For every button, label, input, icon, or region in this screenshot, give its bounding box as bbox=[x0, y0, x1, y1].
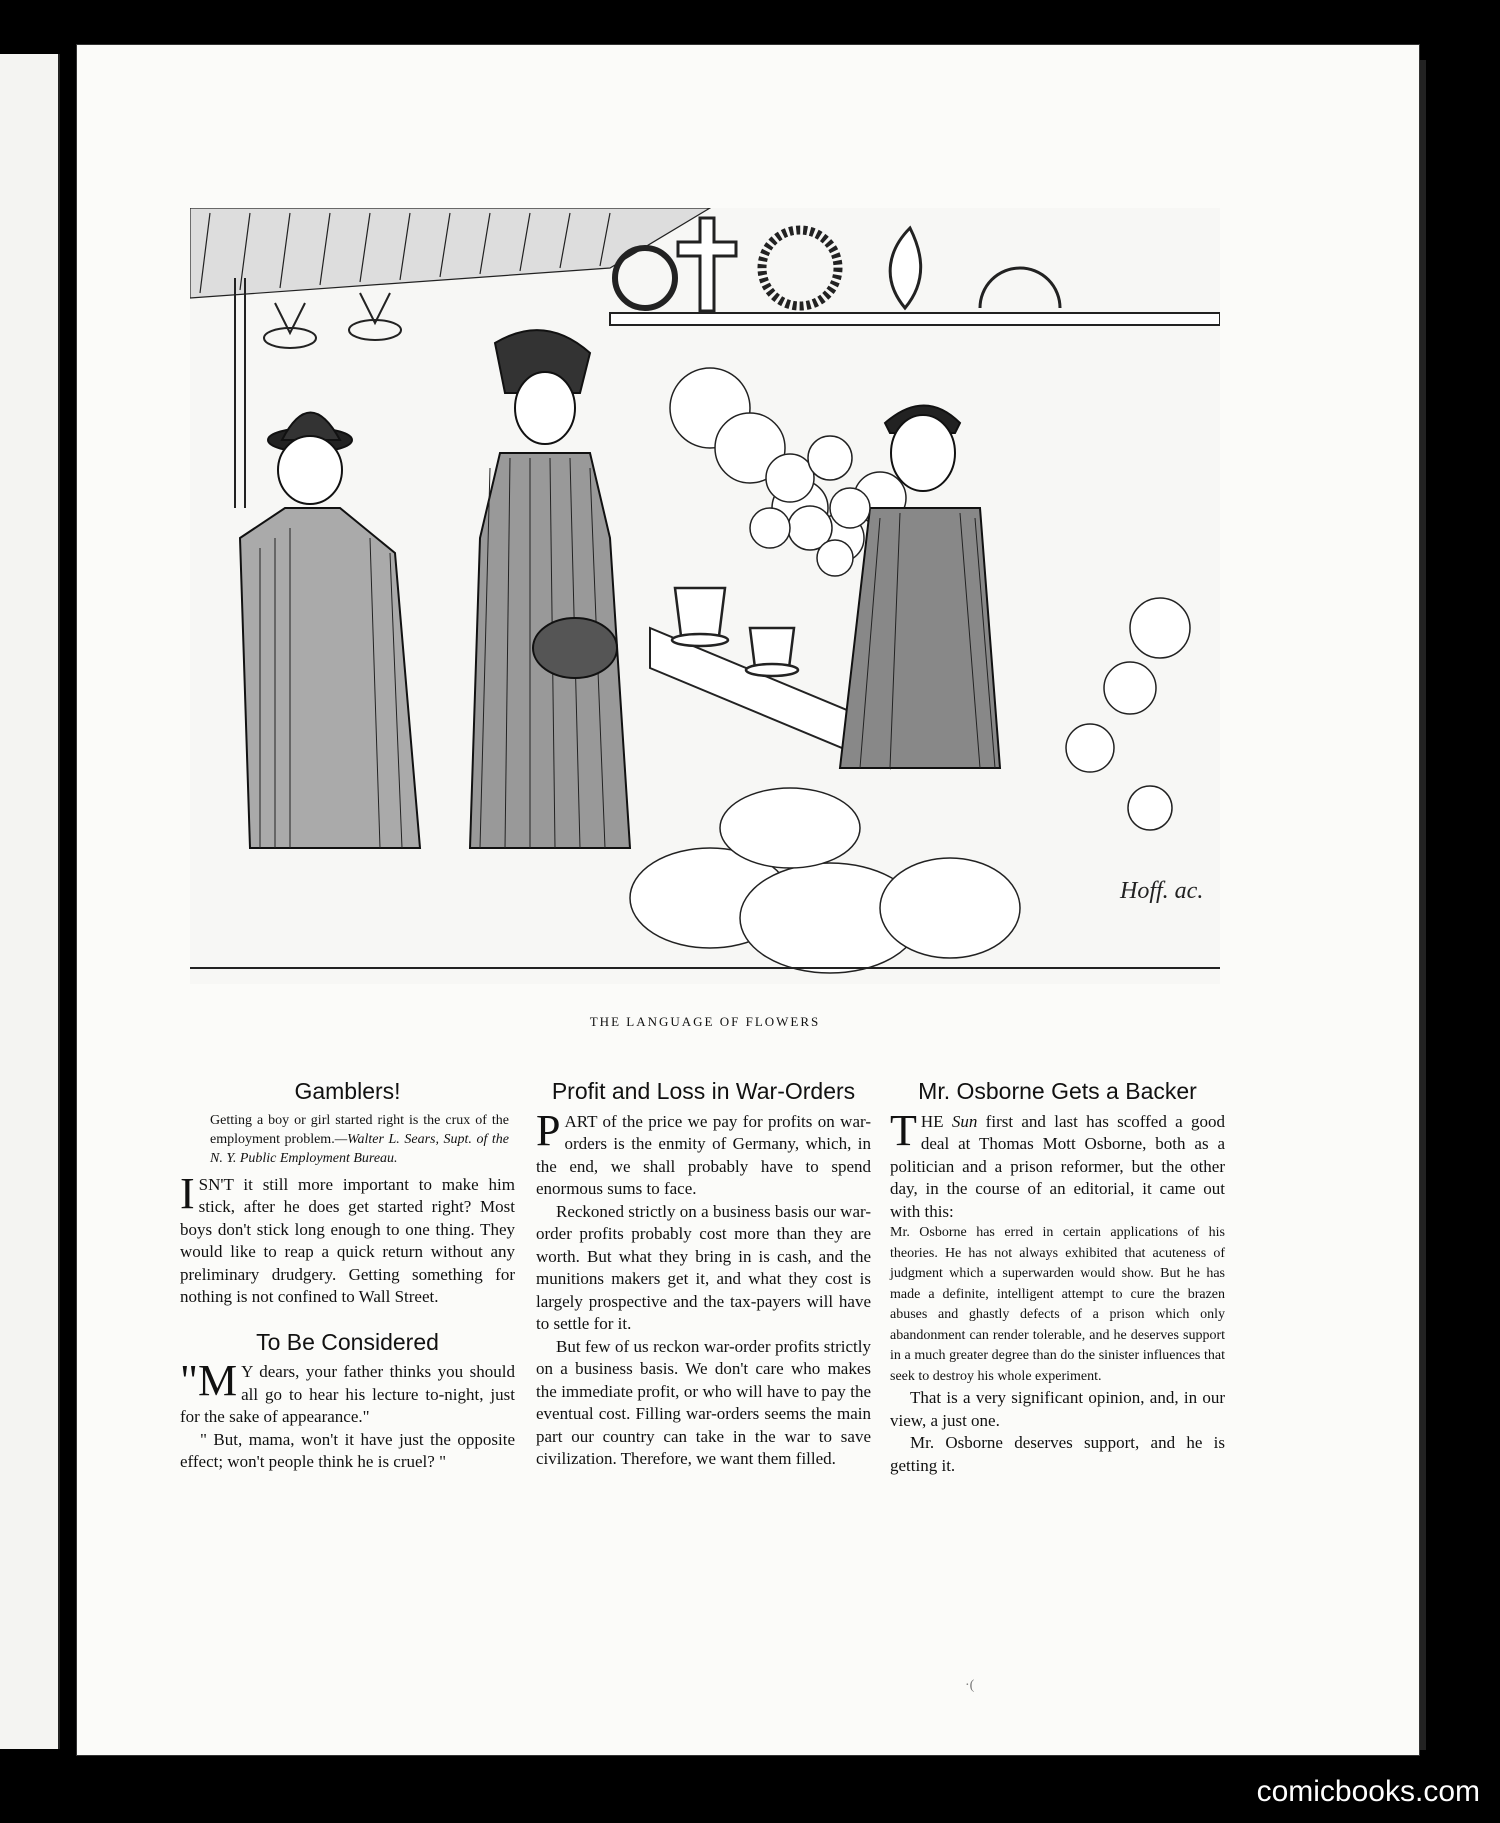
site-watermark: comicbooks.com bbox=[1256, 1775, 1480, 1808]
paragraph-text: SN'T it still more important to make him stick, after he does get started right? Most boys don't stick long enough to one thing. They would like to reap a quick return without any preliminary drudgery. Getting something for nothing is not confined to Wall Street. bbox=[180, 1174, 515, 1306]
artist-signature: Hoff. ac. bbox=[1120, 878, 1204, 904]
paragraph-reply: " But, mama, won't it have just the opposite effect; won't people think he is cruel? " bbox=[180, 1429, 515, 1471]
paragraph-to-be-considered bbox=[180, 1356, 515, 1429]
heading-war-orders: Profit and Loss in War-Orders bbox=[551, 1078, 856, 1104]
epigraph-source: —Walter L. Sears, Supt. of the N. Y. Public Employment Bureau. bbox=[210, 1131, 509, 1166]
page-folio: ·( bbox=[965, 1678, 975, 1693]
column-gamblers bbox=[180, 1080, 515, 1474]
paragraph-war-orders-3: But few of us reckon war-order profits strictly on a business basis. We don't care who makes the immediate profit, or who will have to pay the eventual cost. Filling war-orders seems the main part our country can take in the war to save civilization. Therefore, we want them filled. bbox=[536, 1336, 871, 1468]
language-of-flowers-illustration bbox=[190, 208, 1220, 984]
paragraph-text: ART of the price we pay for profits on war-orders is the enmity of Germany, which, in the end, we shall probably have to spend enormous sums to face. bbox=[536, 1111, 871, 1198]
drop-cap: T bbox=[890, 1105, 917, 1155]
paragraph-osborne-3: Mr. Osborne deserves support, and he is getting it. bbox=[890, 1433, 1225, 1475]
paragraph-osborne-1 bbox=[890, 1105, 1226, 1224]
column-war-orders bbox=[536, 1080, 871, 1471]
paragraph-osborne-2: That is a very significant opinion, and, in our view, a just one. bbox=[890, 1388, 1225, 1430]
paragraph-text: HE bbox=[920, 1111, 952, 1131]
paragraph-war-orders-1 bbox=[536, 1105, 871, 1201]
drop-cap: "M bbox=[180, 1356, 238, 1405]
paragraph-gamblers bbox=[180, 1168, 515, 1309]
paragraph-war-orders-2: Reckoned strictly on a business basis our war-order profits probably cost more than they are worth. But what they bring in is cash, and the munitions makers get it, and what they cost is largely prospective and the tax-payers will have to settle for it. bbox=[536, 1201, 871, 1333]
newspaper-name: Sun bbox=[951, 1111, 978, 1131]
left-page-edge bbox=[0, 54, 60, 1749]
drop-cap: P bbox=[536, 1105, 561, 1155]
paragraph-text: first and last has scoffed a good deal at Thomas Mott Osborne, both as a politician and a prison reformer, but the other day, in the course of an editorial, it came out with this: bbox=[890, 1111, 1226, 1221]
quoted-editorial: Mr. Osborne has erred in certain applications of his theories. He has not always exhibited that acuteness of judgment which a superwarden would show. But he has made a definite, intelligent attempt to cure the brazen abuses and ghastly defects of a prison which only abandonment can render tolerable, and he deserves support in a much greater degree than do the sinister influences that seek to destroy his whole experiment. bbox=[890, 1225, 1225, 1384]
heading-osborne: Mr. Osborne Gets a Backer bbox=[918, 1078, 1197, 1104]
heading-to-be-considered: To Be Considered bbox=[256, 1328, 439, 1355]
heading-gamblers: Gamblers! bbox=[294, 1078, 401, 1104]
epigraph bbox=[210, 1111, 509, 1168]
illustration-caption: THE LANGUAGE OF FLOWERS bbox=[589, 1014, 821, 1029]
paragraph-text: Y dears, your father thinks you should all go to hear his lecture to-night, just for the sake of appearance." bbox=[180, 1362, 515, 1426]
epigraph-text: Getting a boy or girl started right is the crux of the employment problem. bbox=[210, 1112, 509, 1147]
drop-cap: I bbox=[180, 1168, 195, 1218]
column-osborne bbox=[890, 1080, 1225, 1477]
